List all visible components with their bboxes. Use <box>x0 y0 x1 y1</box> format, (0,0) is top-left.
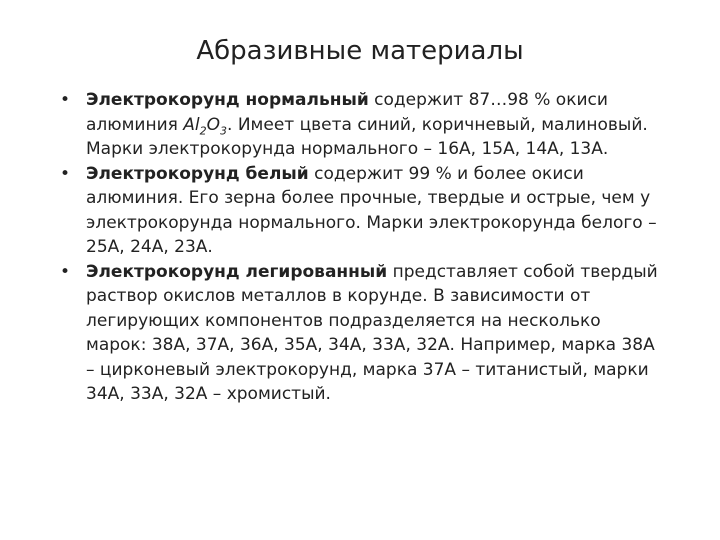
bullet-list <box>56 88 666 407</box>
term-white: Электрокорунд белый <box>86 163 309 184</box>
slide-title: Абразивные материалы <box>196 36 524 66</box>
formula-al2o3 <box>183 115 227 135</box>
formula-sub-3: 3 <box>220 123 228 137</box>
formula-al: Al <box>183 114 200 135</box>
term-alloyed: Электрокорунд легированный <box>86 261 388 282</box>
bullet-item-alloyed <box>56 260 666 407</box>
bullet-marker: • <box>60 163 71 184</box>
formula-o: O <box>206 114 221 135</box>
bullet-item-white <box>56 162 666 260</box>
bullet-text-normal-after: . Имеет цвета синий, коричневый, малиновый. Марки электрокорунда нормального – 16А, 15А, 14А, 13А. <box>86 114 648 159</box>
bullet-item-normal <box>56 88 666 162</box>
bullet-text-alloyed: представляет собой твердый раствор окислов металлов в корунде. В зависимости от легирующих компонентов подразделяется на несколько марок: 38А, 37А, 36А, 35А, 34А, 33А, 32А. Например, марка 38А – цирконевый электрокорунд, марка 37А – титанистый, марки 34А, 33А, 32А – хромистый. <box>86 261 658 404</box>
bullet-text-white: содержит 99 % и более окиси алюминия. Его зерна более прочные, твердые и острые, чем у электрокорунда нормального. Марки электрокорунда белого – 25А, 24А, 23А. <box>86 163 657 257</box>
formula-sub-2: 2 <box>199 123 207 137</box>
bullet-marker: • <box>60 261 71 282</box>
term-normal: Электрокорунд нормальный <box>86 90 369 110</box>
bullet-text-normal-before: содержит 87…98 % окиси алюминия <box>86 90 608 135</box>
bullet-marker: • <box>60 90 71 110</box>
